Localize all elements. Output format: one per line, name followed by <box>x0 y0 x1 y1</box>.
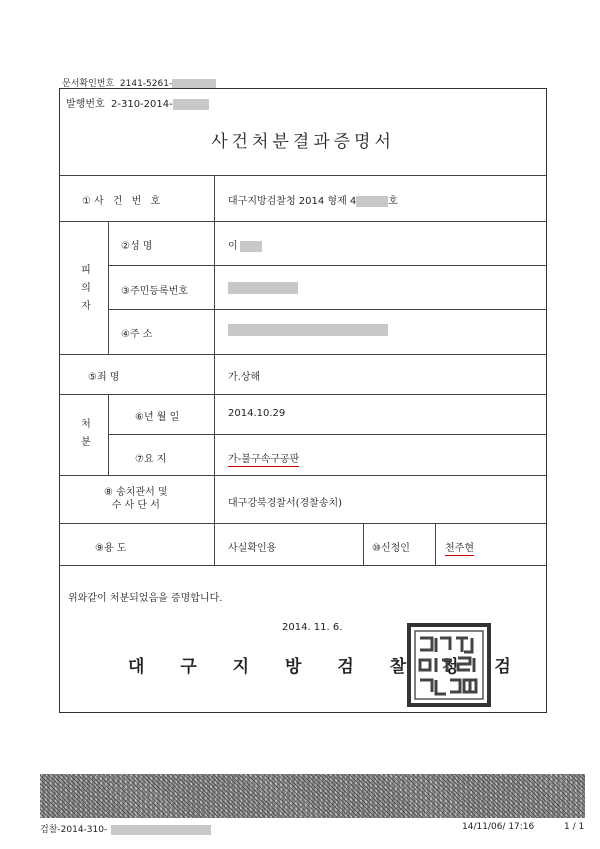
purpose-label: ⑨용 도 <box>95 543 127 554</box>
police-value: 대구강북경찰서(경찰송치) <box>228 498 343 509</box>
table-divider <box>59 221 547 222</box>
police-label-line1: ⑧ 송치관서 및 <box>104 487 168 498</box>
applicant-label: ⑩신청인 <box>372 543 410 554</box>
name-value <box>228 237 262 252</box>
document-title: 사건처분결과증명서 <box>211 132 395 152</box>
name-text: 이 <box>228 241 238 252</box>
address-label: ④주 소 <box>121 329 153 340</box>
redaction-block <box>172 79 216 89</box>
case-number-value <box>228 192 398 207</box>
issuing-agency: 대 구 지 방 검 찰 청 검 <box>128 657 526 677</box>
table-divider <box>108 265 547 266</box>
certification-statement: 위와같이 처분되었음을 증명합니다. <box>68 593 223 604</box>
resident-number-redacted <box>228 282 298 294</box>
table-divider <box>108 221 109 354</box>
footer-code-text: 검찰-2014-310- <box>40 825 108 835</box>
disposition-label: 처 분 <box>81 419 91 448</box>
applicant-underlined: 천주현 <box>445 543 474 554</box>
disposition-date-value: 2014.10.29 <box>228 408 286 419</box>
table-divider <box>108 394 109 475</box>
disposition-summary-label: ⑦요 지 <box>135 454 167 465</box>
footer-timestamp: 14/11/06/ 17:16 <box>462 822 535 832</box>
table-divider <box>59 354 547 355</box>
redaction-block <box>173 99 209 110</box>
suspect-label: 피 의 자 <box>81 265 91 312</box>
table-divider <box>59 394 547 395</box>
doc-check-label: 문서확인번호 <box>62 79 115 89</box>
crime-label: ⑤죄 명 <box>88 372 120 383</box>
table-border <box>59 175 547 176</box>
resident-number-label: ③주민등록번호 <box>121 286 188 297</box>
redaction-block <box>111 825 211 835</box>
table-border <box>59 565 547 566</box>
table-divider <box>214 175 215 565</box>
certificate-frame <box>59 88 547 713</box>
disposition-summary-value <box>228 450 299 465</box>
summary-underlined: 가-불구속구공판 <box>228 454 300 465</box>
case-number-label: ①사 건 번 호 <box>82 196 164 207</box>
footer-page: 1 / 1 <box>564 822 585 832</box>
applicant-value <box>445 539 474 554</box>
crime-value: 가.상해 <box>228 372 261 383</box>
table-divider <box>108 434 547 435</box>
official-seal-icon <box>406 622 492 708</box>
police-label-line2: 수 사 단 서 <box>111 500 160 511</box>
redaction-block <box>356 196 388 207</box>
issue-label: 발행번호 <box>66 99 105 110</box>
issue-value: 2-310-2014- <box>111 99 173 110</box>
footer-code <box>40 822 211 835</box>
name-label: ②성 명 <box>121 241 153 252</box>
table-divider <box>59 523 547 524</box>
security-pattern-bar <box>40 774 585 818</box>
table-divider <box>108 309 547 310</box>
redaction-block <box>240 241 262 252</box>
table-divider <box>59 475 547 476</box>
purpose-value: 사실확인용 <box>228 543 277 554</box>
case-number-suffix: 호 <box>388 196 398 207</box>
case-number-prefix: 대구지방검찰청 2014 형제 4 <box>228 196 357 207</box>
issue-number <box>66 95 209 110</box>
issue-date: 2014. 11. 6. <box>282 622 343 633</box>
police-label <box>104 486 168 512</box>
table-divider <box>435 523 436 565</box>
table-divider <box>363 523 364 565</box>
disposition-date-label: ⑥년 월 일 <box>135 412 180 423</box>
doc-check-value: 2141-5261- <box>119 79 173 89</box>
address-redacted <box>228 324 388 336</box>
